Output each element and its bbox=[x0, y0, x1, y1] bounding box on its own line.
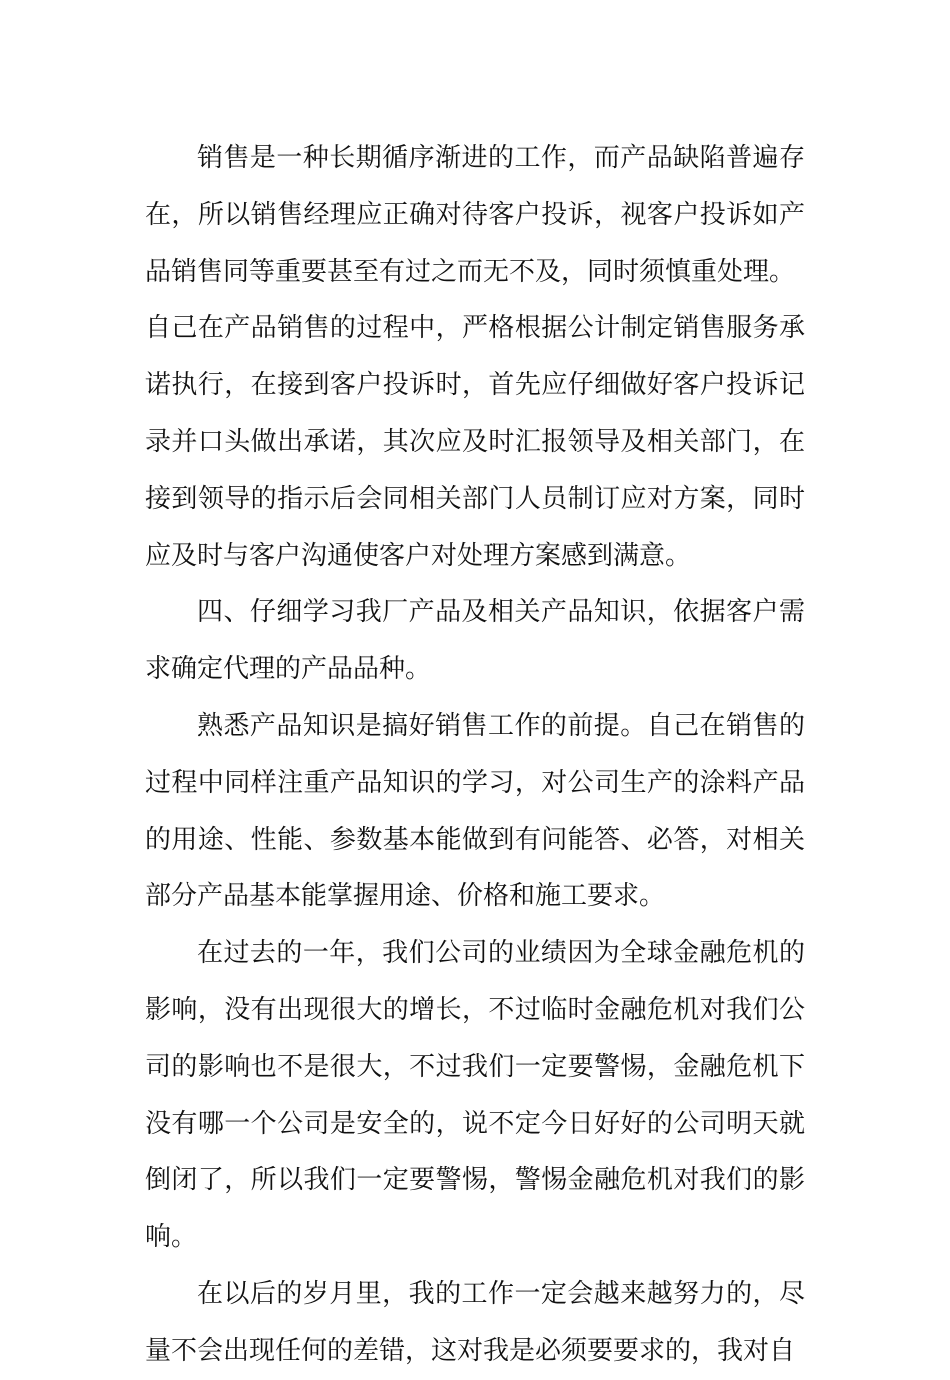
paragraph-complaint-handling: 自己在产品销售的过程中，严格根据公计制定销售服务承诺执行，在接到客户投诉时，首先应仔细做好客户投诉记录并口头做出承诺，其次应及时汇报领导及相关部门，在接到领导的指示后会同相关部门人员制订应对方案，同时应及时与客户沟通使客户对处理方案感到满意。 bbox=[145, 313, 805, 571]
paragraph-sales-complaints: 销售是一种长期循序渐进的工作，而产品缺陷普遍存在，所以销售经理应正确对待客户投诉，视客户投诉如产品销售同等重要甚至有过之而无不及，同时须慎重处理。 bbox=[145, 143, 805, 287]
paragraph-financial-crisis: 在过去的一年，我们公司的业绩因为全球金融危机的影响，没有出现很大的增长，不过临时金融危机对我们公司的影响也不是很大，不过我们一定要警惕，金融危机下没有哪一个公司是安全的，说不定今日好好的公司明天就倒闭了，所以我们一定要警惕，警惕金融危机对我们的影响。 bbox=[145, 938, 805, 1253]
paragraph-section-four-heading: 四、仔细学习我厂产品及相关产品知识，依据客户需求确定代理的产品品种。 bbox=[145, 597, 805, 685]
paragraph-product-knowledge: 熟悉产品知识是搞好销售工作的前提。自己在销售的过程中同样注重产品知识的学习，对公司生产的涂料产品的用途、性能、参数基本能做到有问能答、必答，对相关部分产品基本能掌握用途、价格和施工要求。 bbox=[145, 710, 805, 912]
paragraph-future-work: 在以后的岁月里，我的工作一定会越来越努力的，尽量不会出现任何的差错，这对我是必须要要求的，我对自 bbox=[145, 1278, 805, 1366]
document-body bbox=[145, 130, 805, 1380]
